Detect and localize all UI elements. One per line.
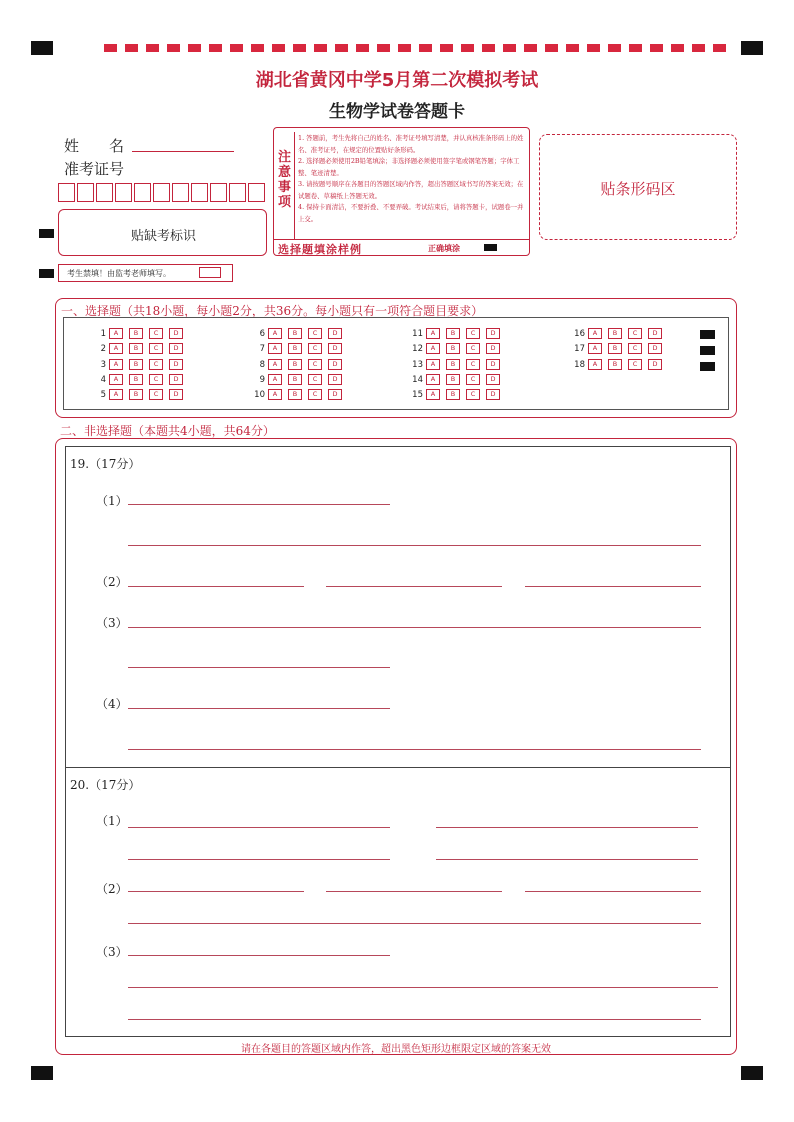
- mc-option-bubble[interactable]: B: [288, 374, 302, 385]
- mc-option-bubble[interactable]: B: [129, 374, 143, 385]
- q20-2-line-1[interactable]: [128, 891, 304, 892]
- exam-id-box[interactable]: [248, 183, 265, 202]
- q20-3-line-2[interactable]: [128, 987, 718, 988]
- q19-2-line-1[interactable]: [128, 586, 304, 587]
- q19-1-line-1[interactable]: [128, 504, 390, 505]
- proctor-box[interactable]: [199, 267, 221, 278]
- mc-option-bubble[interactable]: D: [169, 374, 183, 385]
- mc-option-bubble[interactable]: A: [268, 328, 282, 339]
- timing-track: [104, 44, 734, 52]
- section2-heading: 二、非选择题（本题共4小题，共64分）: [60, 424, 275, 438]
- mc-question-number: 5: [100, 389, 106, 400]
- mc-option-bubble[interactable]: B: [446, 359, 460, 370]
- mc-question-row: [411, 343, 506, 354]
- forbidden-note-box: [58, 264, 233, 282]
- mc-question-number: 11: [412, 328, 423, 339]
- q20-sub2-label: （2）: [96, 882, 128, 896]
- mc-option-bubble[interactable]: B: [608, 343, 622, 354]
- mc-question-number: 9: [259, 374, 265, 385]
- q20-label: 20.（17分）: [70, 778, 141, 792]
- q20-sub1-label: （1）: [96, 814, 128, 828]
- missing-mark-box[interactable]: [58, 209, 267, 256]
- mc-question-row: [94, 374, 189, 385]
- mc-question-number: 10: [254, 389, 265, 400]
- mc-option-bubble[interactable]: C: [466, 389, 480, 400]
- mc-option-bubble[interactable]: A: [588, 359, 602, 370]
- notice-item-4: 4. 保持卡面清洁，不要折叠、不要弄破。考试结束后，请将答题卡，试题卷一并上交。: [298, 203, 524, 223]
- exam-id-box[interactable]: [191, 183, 208, 202]
- mc-option-bubble[interactable]: C: [308, 343, 322, 354]
- q19-sub3-label: （3）: [96, 616, 128, 630]
- exam-id-box[interactable]: [77, 183, 94, 202]
- mc-option-bubble[interactable]: C: [149, 328, 163, 339]
- mc-option-bubble[interactable]: D: [486, 359, 500, 370]
- sample-label: 选择题填涂样例: [278, 243, 362, 256]
- mc-option-bubble[interactable]: C: [308, 359, 322, 370]
- card-subtitle: 生物学试卷答题卡: [329, 102, 465, 122]
- mc-question-number: 13: [412, 359, 423, 370]
- mc-question-row: [253, 343, 348, 354]
- mc-question-row: [253, 328, 348, 339]
- notice-item-2: 2. 选择题必须使用2B铅笔填涂；非选择题必须使用签字笔或钢笔答题；字体工整、笔迹清楚。: [298, 157, 520, 177]
- mc-option-bubble[interactable]: A: [268, 374, 282, 385]
- mc-option-bubble[interactable]: C: [628, 343, 642, 354]
- mc-option-bubble[interactable]: D: [486, 374, 500, 385]
- mc-option-bubble[interactable]: A: [426, 328, 440, 339]
- mc-option-bubble[interactable]: D: [328, 389, 342, 400]
- q20-2-line-2[interactable]: [326, 891, 502, 892]
- mc-question-number: 4: [100, 374, 106, 385]
- mc-option-bubble[interactable]: A: [426, 389, 440, 400]
- mc-option-bubble[interactable]: C: [466, 359, 480, 370]
- registration-mark-bottom-left: [31, 1066, 53, 1080]
- q20-3-line-3[interactable]: [128, 1019, 701, 1020]
- mc-option-bubble[interactable]: B: [446, 328, 460, 339]
- correct-label: 正确填涂: [428, 244, 460, 253]
- q19-4-line-1[interactable]: [128, 708, 390, 709]
- mc-question-number: 7: [259, 343, 265, 354]
- mc-option-bubble[interactable]: D: [486, 343, 500, 354]
- mc-option-bubble[interactable]: C: [149, 389, 163, 400]
- q19-3-line-2[interactable]: [128, 667, 390, 668]
- exam-id-box[interactable]: [210, 183, 227, 202]
- mc-option-bubble[interactable]: A: [268, 389, 282, 400]
- mc-option-bubble[interactable]: D: [328, 343, 342, 354]
- mc-option-bubble[interactable]: C: [466, 328, 480, 339]
- mc-mark-1: [700, 330, 715, 339]
- mc-question-row: [411, 374, 506, 385]
- mc-question-number: 18: [574, 359, 585, 370]
- mc-option-bubble[interactable]: A: [109, 389, 123, 400]
- mc-question-row: [94, 389, 189, 400]
- name-label: 姓 名: [64, 137, 125, 155]
- notice-item-3: 3. 请按题号顺序在各题目的答题区域内作答，超出答题区域书写的答案无效；在试题卷、草稿纸上答题无效。: [298, 180, 524, 200]
- mc-option-bubble[interactable]: A: [109, 374, 123, 385]
- q20-3-line-1[interactable]: [128, 955, 390, 956]
- mc-option-bubble[interactable]: B: [129, 359, 143, 370]
- q19-2-line-3[interactable]: [525, 586, 701, 587]
- q19-1-line-2[interactable]: [128, 545, 701, 546]
- exam-id-box[interactable]: [58, 183, 75, 202]
- notice-box: [273, 127, 530, 256]
- side-mark-2: [39, 269, 54, 278]
- mc-option-bubble[interactable]: C: [308, 374, 322, 385]
- q20-sub3-label: （3）: [96, 945, 128, 959]
- notice-title: 注意事项: [278, 150, 292, 210]
- mc-question-number: 6: [259, 328, 265, 339]
- mc-option-bubble[interactable]: D: [648, 343, 662, 354]
- forbidden-note: 考生禁填！由监考老师填写。: [67, 269, 171, 278]
- mc-option-bubble[interactable]: D: [648, 328, 662, 339]
- mc-option-bubble[interactable]: B: [129, 343, 143, 354]
- answer-frame: [65, 446, 731, 1037]
- mc-question-number: 17: [574, 343, 585, 354]
- q19-3-line-1[interactable]: [128, 627, 701, 628]
- mc-option-bubble[interactable]: B: [608, 328, 622, 339]
- mc-mark-3: [700, 362, 715, 371]
- mc-question-number: 14: [412, 374, 423, 385]
- q20-2-line-3[interactable]: [525, 891, 701, 892]
- registration-mark-top-left: [31, 41, 53, 55]
- mc-question-row: [411, 328, 506, 339]
- mc-question-number: 16: [574, 328, 585, 339]
- mc-question-number: 1: [100, 328, 106, 339]
- mc-question-row: [94, 343, 189, 354]
- section1-box: [55, 298, 737, 418]
- mc-question-row: [411, 389, 506, 400]
- mc-option-bubble[interactable]: C: [308, 328, 322, 339]
- mc-option-bubble[interactable]: C: [466, 374, 480, 385]
- mc-option-bubble[interactable]: D: [328, 374, 342, 385]
- mc-question-row: [253, 359, 348, 370]
- exam-id-box[interactable]: [172, 183, 189, 202]
- mc-option-bubble[interactable]: B: [608, 359, 622, 370]
- q19-4-line-2[interactable]: [128, 749, 701, 750]
- mc-option-bubble[interactable]: C: [149, 359, 163, 370]
- mc-option-bubble[interactable]: B: [446, 389, 460, 400]
- mc-option-bubble[interactable]: A: [268, 359, 282, 370]
- mc-option-bubble[interactable]: A: [588, 328, 602, 339]
- mc-option-bubble[interactable]: B: [288, 328, 302, 339]
- mc-option-bubble[interactable]: D: [169, 389, 183, 400]
- mc-option-bubble[interactable]: B: [129, 328, 143, 339]
- mc-question-row: [253, 374, 348, 385]
- q20-1-line-1[interactable]: [128, 827, 390, 828]
- mc-option-bubble[interactable]: D: [486, 328, 500, 339]
- mc-mark-2: [700, 346, 715, 355]
- mc-question-row: [573, 359, 668, 370]
- mc-question-row: [253, 389, 348, 400]
- q19-q20-divider: [65, 767, 731, 768]
- registration-mark-top-right: [741, 41, 763, 55]
- mc-question-row: [573, 343, 668, 354]
- mc-option-bubble[interactable]: A: [268, 343, 282, 354]
- mc-option-bubble[interactable]: D: [169, 359, 183, 370]
- mc-option-bubble[interactable]: B: [288, 359, 302, 370]
- mc-option-bubble[interactable]: C: [149, 343, 163, 354]
- mc-option-bubble[interactable]: A: [426, 359, 440, 370]
- mc-option-bubble[interactable]: C: [149, 374, 163, 385]
- q20-1-line-2[interactable]: [436, 827, 698, 828]
- mc-question-number: 2: [100, 343, 106, 354]
- mc-question-number: 3: [100, 359, 106, 370]
- name-field[interactable]: [132, 151, 234, 152]
- mc-option-bubble[interactable]: C: [308, 389, 322, 400]
- section2-box: [55, 438, 737, 1055]
- q19-2-line-2[interactable]: [326, 586, 502, 587]
- notice-divider: [294, 132, 295, 240]
- mc-option-bubble[interactable]: D: [328, 328, 342, 339]
- correct-fill-sample: [484, 244, 497, 251]
- q20-2-line-4[interactable]: [128, 923, 701, 924]
- q19-sub1-label: （1）: [96, 494, 128, 508]
- exam-id-box[interactable]: [96, 183, 113, 202]
- mc-option-bubble[interactable]: D: [486, 389, 500, 400]
- exam-title: 湖北省黄冈中学5月第二次模拟考试: [255, 70, 539, 91]
- mc-option-bubble[interactable]: C: [628, 359, 642, 370]
- mc-option-bubble[interactable]: D: [328, 359, 342, 370]
- mc-option-bubble[interactable]: D: [169, 343, 183, 354]
- mc-option-bubble[interactable]: C: [628, 328, 642, 339]
- q20-1-line-3[interactable]: [128, 859, 390, 860]
- mc-option-bubble[interactable]: B: [288, 389, 302, 400]
- mc-option-bubble[interactable]: B: [288, 343, 302, 354]
- mc-question-number: 12: [412, 343, 423, 354]
- mc-option-bubble[interactable]: D: [648, 359, 662, 370]
- mc-question-number: 15: [412, 389, 423, 400]
- q19-sub4-label: （4）: [96, 697, 128, 711]
- exam-id-box[interactable]: [134, 183, 151, 202]
- mc-option-bubble[interactable]: C: [466, 343, 480, 354]
- q19-sub2-label: （2）: [96, 575, 128, 589]
- registration-mark-bottom-right: [741, 1066, 763, 1080]
- mc-option-bubble[interactable]: D: [169, 328, 183, 339]
- mc-question-row: [411, 359, 506, 370]
- exam-id-box[interactable]: [115, 183, 132, 202]
- exam-id-label: 准考证号: [64, 160, 125, 178]
- mc-option-bubble[interactable]: A: [109, 328, 123, 339]
- mc-question-number: 8: [259, 359, 265, 370]
- mc-option-bubble[interactable]: A: [109, 343, 123, 354]
- mc-option-bubble[interactable]: A: [109, 359, 123, 370]
- q20-1-line-4[interactable]: [436, 859, 698, 860]
- sample-row: [274, 239, 529, 255]
- mc-option-bubble[interactable]: B: [446, 343, 460, 354]
- mc-option-bubble[interactable]: A: [588, 343, 602, 354]
- mc-question-row: [94, 328, 189, 339]
- q19-label: 19.（17分）: [70, 457, 141, 471]
- notice-item-1: 1. 答题前，考生先将自己的姓名、准考证号填写清楚，并认真核准条形码上的姓名、准考证号，在规定的位置贴好条形码。: [298, 134, 524, 154]
- side-mark-1: [39, 229, 54, 238]
- mc-option-bubble[interactable]: B: [129, 389, 143, 400]
- mc-question-row: [94, 359, 189, 370]
- mc-question-row: [573, 328, 668, 339]
- section1-heading: 一、选择题（共18小题，每小题2分，共36分。每小题只有一项符合题目要求）: [61, 304, 484, 318]
- exam-id-box[interactable]: [229, 183, 246, 202]
- mc-option-bubble[interactable]: B: [446, 374, 460, 385]
- barcode-label: 贴条形码区: [600, 180, 676, 198]
- mc-option-bubble[interactable]: A: [426, 343, 440, 354]
- notice-text: [298, 133, 524, 225]
- barcode-area: [539, 134, 737, 240]
- footer-note: 请在各题目的答题区域内作答，超出黑色矩形边框限定区域的答案无效: [241, 1044, 551, 1055]
- missing-mark-label: 贴缺考标识: [130, 229, 196, 244]
- mc-option-bubble[interactable]: A: [426, 374, 440, 385]
- exam-id-box[interactable]: [153, 183, 170, 202]
